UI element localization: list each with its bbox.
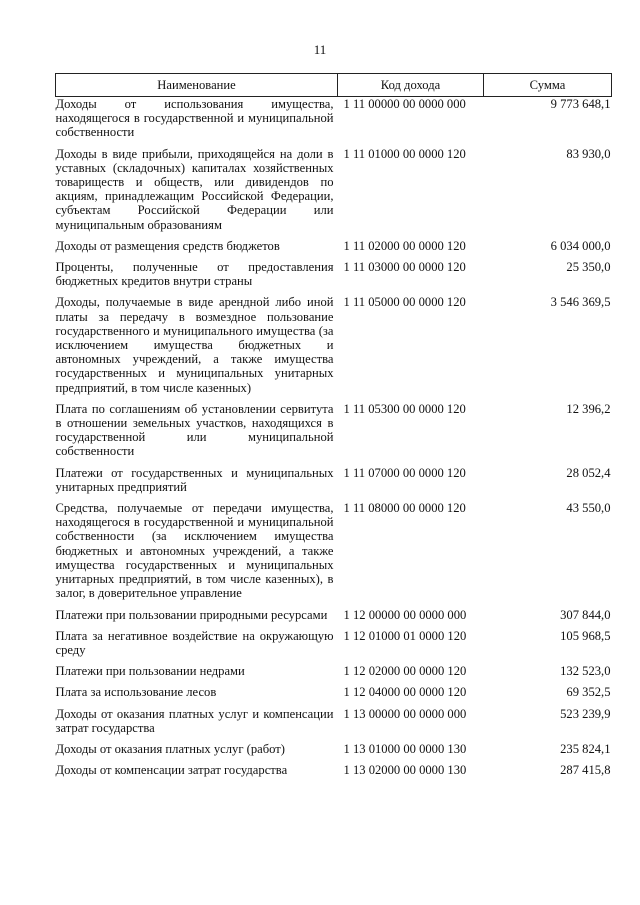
table-row: [56, 629, 612, 664]
row-amount: 28 052,4: [566, 465, 611, 480]
table-row: [56, 501, 612, 607]
table-row: [56, 763, 612, 784]
header-amount: Сумма: [484, 74, 612, 97]
revenue-table: [55, 73, 612, 784]
row-code: 1 11 00000 00 0000 000: [343, 97, 466, 111]
row-amount: 105 968,5: [560, 628, 611, 643]
row-amount: 83 930,0: [566, 146, 611, 161]
row-amount: 25 350,0: [566, 260, 611, 275]
row-name: Доходы от размещения средств бюджетов: [55, 238, 280, 253]
row-name: Платежи при пользовании природными ресурсами: [55, 607, 328, 622]
row-amount: 3 546 369,5: [550, 295, 611, 310]
table-row: [56, 608, 612, 629]
row-amount: 132 523,0: [560, 664, 611, 679]
row-code: 1 11 03000 00 0000 120: [343, 260, 466, 275]
table-row: [56, 742, 612, 763]
row-name: Платежи от государственных и муниципальных унитарных предприятий: [55, 465, 334, 494]
row-amount: 523 239,9: [560, 706, 611, 721]
row-code: 1 13 00000 00 0000 000: [343, 706, 467, 721]
row-amount: 43 550,0: [566, 501, 611, 516]
row-name: Плата за использование лесов: [55, 685, 217, 700]
row-code: 1 11 01000 00 0000 120: [343, 146, 466, 161]
row-name: Проценты, полученные от предоставления бюджетных кредитов внутри страны: [55, 260, 334, 289]
row-amount: 9 773 648,1: [550, 97, 611, 111]
header-code: Код дохода: [338, 74, 484, 97]
table-row: [56, 147, 612, 239]
row-code: 1 13 01000 00 0000 130: [343, 741, 467, 756]
table-row: [56, 295, 612, 401]
row-amount: 287 415,8: [560, 763, 611, 778]
row-name: Доходы, получаемые в виде арендной либо иной платы за передачу в возмездное пользование государственного и муниципального имущества (за исключением имущества бюджетных и автономных учреждений, а также имущества государственных и муниципальных унитарных предприятий, в том числе казенных): [55, 295, 334, 395]
row-code: 1 12 02000 00 0000 120: [343, 664, 467, 679]
row-code: 1 11 07000 00 0000 120: [343, 465, 466, 480]
row-code: 1 13 02000 00 0000 130: [343, 763, 467, 778]
table-row: [56, 239, 612, 260]
row-code: 1 12 01000 01 0000 120: [343, 628, 467, 643]
table-row: [56, 260, 612, 295]
table-body: [56, 97, 612, 785]
row-name: Доходы в виде прибыли, приходящейся на доли в уставных (складочных) капиталах хозяйственных товариществ и обществ, или дивидендов по акциям, принадлежащим Российской Федерации, субъектам Российской Федерации или муниципальным образованиям: [55, 146, 334, 232]
row-name: Плата за негативное воздействие на окружающую среду: [55, 628, 334, 657]
row-name: Средства, получаемые от передачи имущества, находящегося в государственной и муниципальной собственности (за исключением имущества бюджетных и автономных учреждений, а также имущества государственных и муниципальных унитарных предприятий, в том числе казенных), в залог, в доверительное управление: [55, 501, 334, 601]
row-amount: 235 824,1: [560, 741, 611, 756]
table-row: [56, 402, 612, 466]
row-name: Платежи при пользовании недрами: [55, 664, 245, 679]
row-code: 1 11 05300 00 0000 120: [343, 401, 466, 416]
row-name: Плата по соглашениям об установлении сервитута в отношении земельных участков, находящихся в государственной или муниципальной собственности: [55, 401, 334, 459]
row-code: 1 12 04000 00 0000 120: [343, 685, 467, 700]
table-row: [56, 664, 612, 685]
table-header-row: [56, 74, 612, 97]
row-code: 1 11 02000 00 0000 120: [343, 238, 466, 253]
row-amount: 6 034 000,0: [550, 238, 611, 253]
table-row: [56, 97, 612, 147]
row-amount: 12 396,2: [566, 401, 611, 416]
table-row: [56, 685, 612, 706]
header-name: Наименование: [56, 74, 338, 97]
table-row: [56, 707, 612, 742]
row-name: Доходы от компенсации затрат государства: [55, 763, 288, 778]
row-code: 1 11 08000 00 0000 120: [343, 501, 466, 516]
row-name: Доходы от использования имущества, находящегося в государственной и муниципальной собственности: [55, 97, 334, 140]
table-row: [56, 466, 612, 501]
row-name: Доходы от оказания платных услуг и компенсации затрат государства: [55, 706, 334, 735]
row-code: 1 11 05000 00 0000 120: [343, 295, 466, 310]
row-name: Доходы от оказания платных услуг (работ): [55, 741, 285, 756]
row-amount: 69 352,5: [566, 685, 611, 700]
row-amount: 307 844,0: [560, 607, 611, 622]
row-code: 1 12 00000 00 0000 000: [343, 607, 467, 622]
page-number: 11: [313, 42, 327, 57]
